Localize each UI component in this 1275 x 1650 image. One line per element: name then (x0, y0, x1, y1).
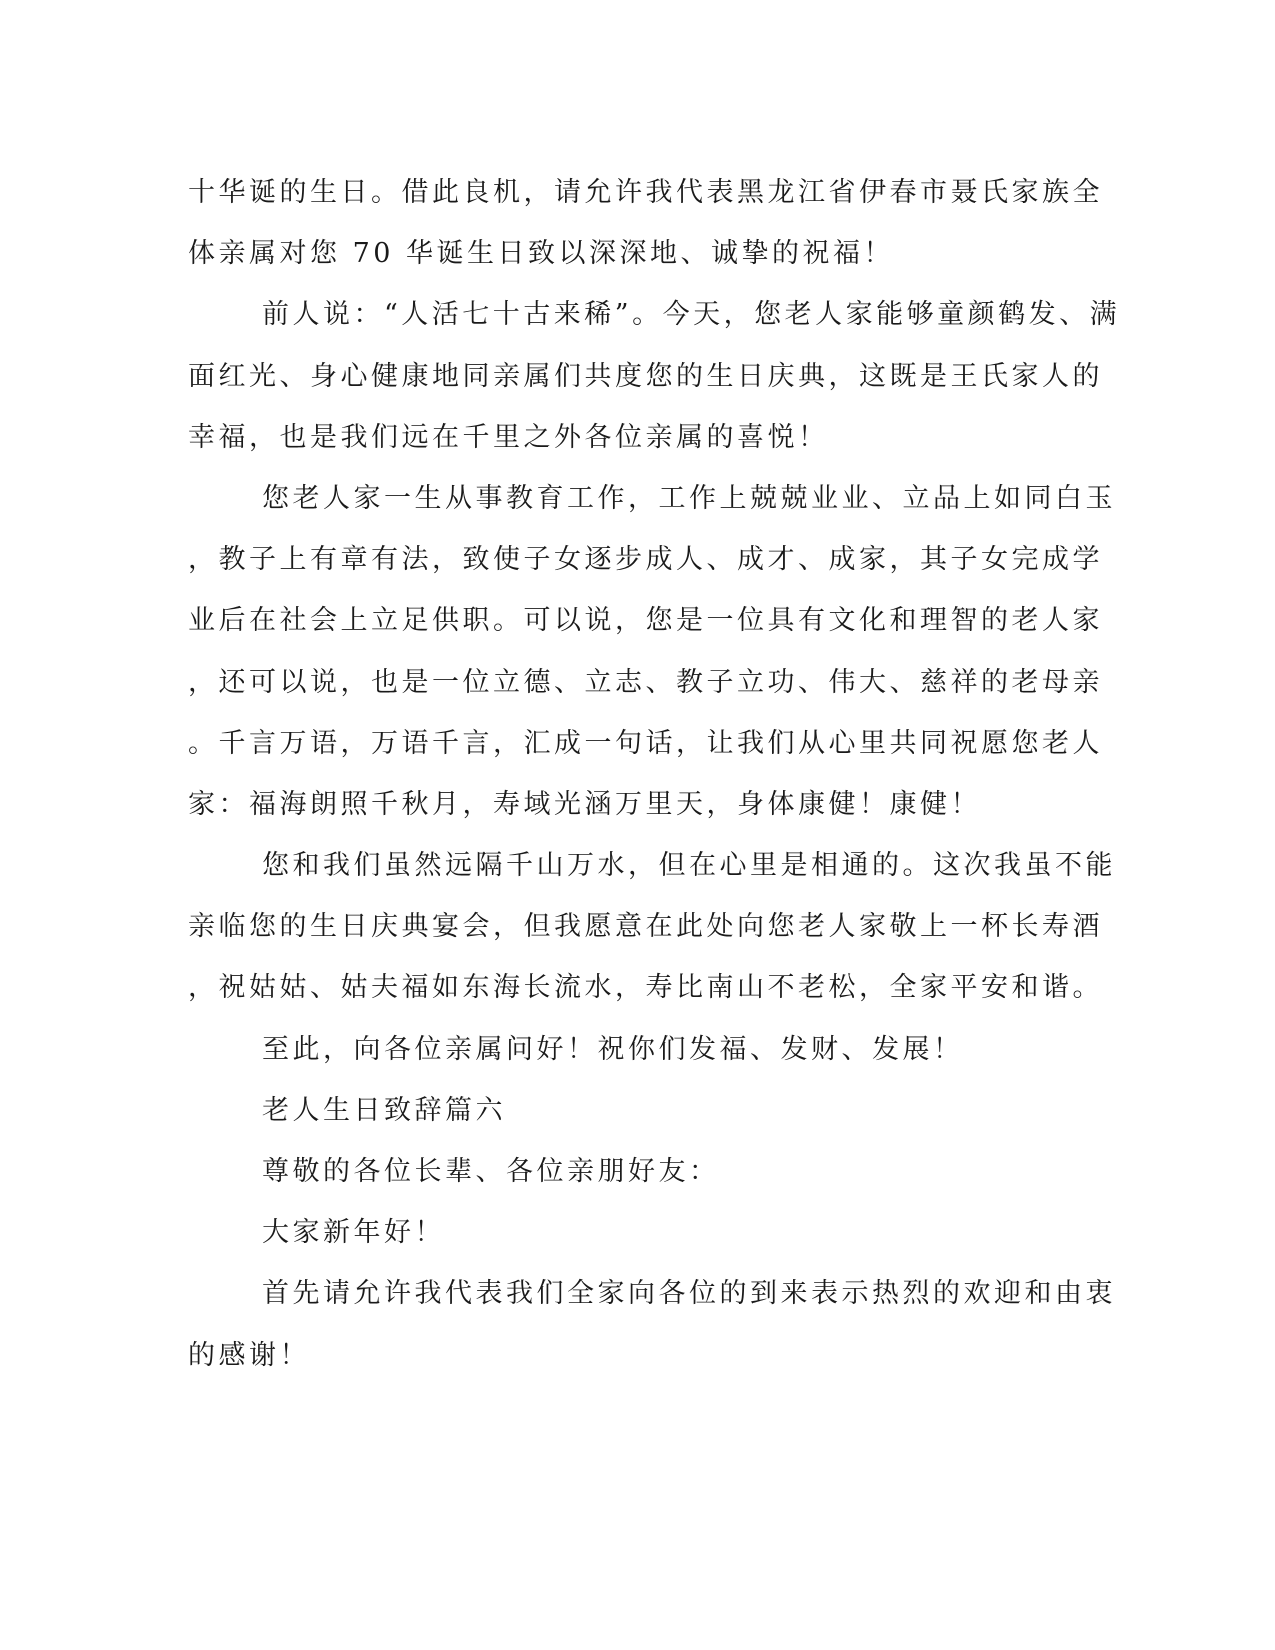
text-line: 。千言万语，万语千言，汇成一句话，让我们从心里共同祝愿您老人 (188, 727, 1103, 759)
text-line: 面红光、身心健康地同亲属们共度您的生日庆典，这既是王氏家人的 (188, 360, 1103, 392)
text-line: 亲临您的生日庆典宴会，但我愿意在此处向您老人家敬上一杯长寿酒 (188, 911, 1103, 943)
text-line: 您和我们虽然远隔千山万水，但在心里是相通的。这次我虽不能 (262, 850, 1116, 882)
text-line: 至此，向各位亲属问好！祝你们发福、发财、发展！ (262, 1033, 964, 1065)
text-line: 家：福海朗照千秋月，寿域光涵万里天，身体康健！康健！ (188, 788, 981, 820)
text-line: 业后在社会上立足供职。可以说，您是一位具有文化和理智的老人家 (188, 605, 1103, 637)
text-line: 前人说：“人活七十古来稀”。今天，您老人家能够童颜鹤发、满 (262, 299, 1121, 331)
text-line: 首先请允许我代表我们全家向各位的到来表示热烈的欢迎和由衷 (262, 1278, 1116, 1310)
text-line: ，还可以说，也是一位立德、立志、教子立功、伟大、慈祥的老母亲 (188, 666, 1103, 698)
text-line: ，教子上有章有法，致使子女逐步成人、成才、成家，其子女完成学 (188, 544, 1103, 576)
text-line: 大家新年好！ (262, 1217, 445, 1249)
text-line: 您老人家一生从事教育工作，工作上兢兢业业、立品上如同白玉 (262, 482, 1116, 514)
text-line: 幸福，也是我们远在千里之外各位亲属的喜悦！ (188, 421, 829, 453)
text-line: 十华诞的生日。借此良机，请允许我代表黑龙江省伊春市聂氏家族全 (188, 177, 1103, 208)
text-line: ，祝姑姑、姑夫福如东海长流水，寿比南山不老松，全家平安和谐。 (188, 972, 1103, 1004)
body-text (188, 162, 1121, 1386)
text-line: 的感谢！ (188, 1339, 310, 1371)
text-line: 老人生日致辞篇六 (262, 1094, 506, 1126)
text-line: 体亲属对您 70 华诞生日致以深深地、诚挚的祝福！ (188, 238, 895, 270)
text-line: 尊敬的各位长辈、各位亲朋好友： (262, 1156, 720, 1187)
